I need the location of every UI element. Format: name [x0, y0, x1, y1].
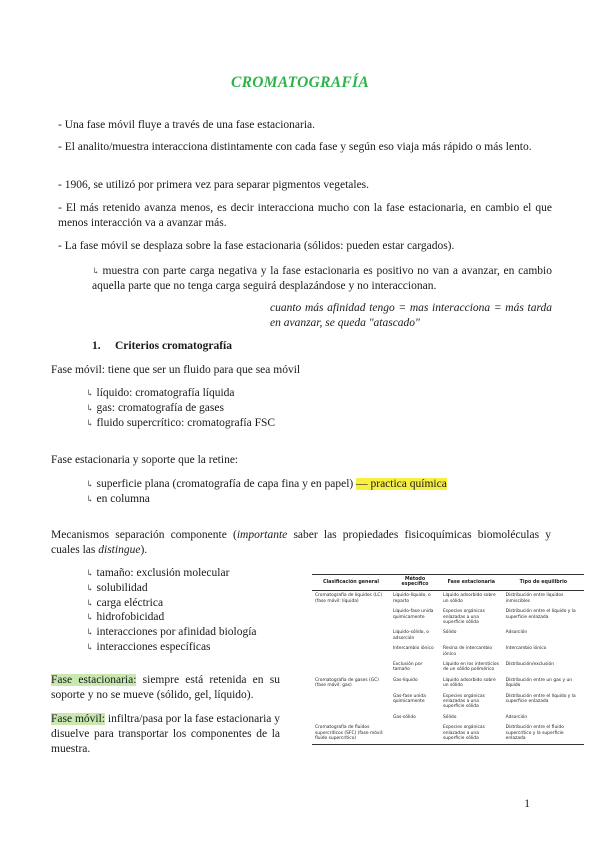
table-cell: Gas-sólido — [392, 714, 416, 720]
note: cuanto más afinidad tengo = mas interacciona = más tarda en avanzar, se queda "atascado" — [270, 302, 552, 329]
bullet-3: - 1906, se utilizó por primera vez para separar pigmentos vegetales. — [58, 179, 370, 191]
table-row — [312, 675, 584, 691]
table-cell: Sólido — [443, 630, 457, 636]
table-cell: Distribución entre un gas y un líquido — [505, 677, 573, 689]
table-cell: Líquido-sólido, o adsorción — [392, 630, 429, 641]
list-item: ↳ hidrofobicidad — [86, 611, 165, 624]
table-cell: Especies orgánicas enlazadas a una superficie sólida — [443, 693, 485, 710]
table-cell: Gas-líquido — [392, 677, 418, 683]
mobile-phase-intro: Fase móvil: tiene que ser un fluido para que sea móvil — [51, 364, 301, 376]
table-cell: Distribución entre el líquido y la superficie enlazada — [505, 609, 576, 620]
list-item: ↳ interacciones por afinidad biología — [86, 626, 257, 639]
list-item: ↳ gas: cromatografía de gases — [86, 401, 224, 414]
table-cell: Líquido adsorbido sobre un sólido — [443, 593, 496, 604]
table-cell: Líquido-fase unida químicamente — [392, 609, 434, 620]
arrow-icon: ↳ — [86, 612, 94, 623]
mobile-label: Fase móvil: — [51, 713, 105, 725]
table-row — [312, 659, 584, 675]
sub-bullet-text: muestra con parte carga negativa y la fase estacionaria es positivo no van a avanzar, en cambio aquella parte que no tenga carga seguirá desplazándose y no interaccionan. — [92, 265, 552, 292]
table-cell: Exclusión por tamaño — [392, 661, 423, 673]
section-title: Criterios cromatografía — [115, 340, 232, 352]
arrow-icon: ↳ — [92, 266, 100, 276]
table-cell — [312, 628, 390, 644]
table-cell — [312, 644, 390, 660]
table-cell: Gas-fase unida químicamente — [392, 693, 426, 704]
arrow-icon: ↳ — [86, 479, 94, 489]
list-item: ↳ fluido supercrítico: cromatografía FSC — [86, 416, 276, 429]
list-item: ↳ carga eléctrica — [86, 596, 164, 609]
section-heading — [92, 340, 232, 352]
table-cell: Resina de intercambio iónico — [443, 646, 493, 657]
table-cell: Líquido en los intersticios de un sólido polimérico — [443, 661, 499, 673]
table-row — [312, 644, 584, 660]
stationary-phase-list — [86, 477, 447, 507]
bullet-2 — [58, 140, 552, 155]
table-cell: Líquido adsorbido sobre un sólido — [443, 677, 496, 689]
table-cell: Distribución/exclusión — [505, 661, 554, 667]
stationary-label: Fase estacionaria: — [51, 674, 137, 686]
table-header: Clasificación general Método específico Fase estacionaria Tipo de equilibrio — [312, 575, 584, 591]
mobile-definition: Fase móvil: infiltra/pasa por la fase estacionaria y disuelve para transportar los componentes de la muestra. — [51, 713, 280, 755]
arrow-icon: ↳ — [86, 597, 94, 608]
table-cell — [390, 723, 440, 745]
table-cell — [312, 659, 390, 675]
bullet-5: - La fase móvil se desplaza sobre la fase estacionaria (sólidos: pueden estar cargados). — [58, 240, 455, 252]
arrow-icon: ↳ — [86, 641, 94, 652]
arrow-icon: ↳ — [86, 402, 94, 413]
arrow-icon: ↳ — [86, 493, 94, 504]
table-cell — [312, 712, 390, 722]
bullet-1: - Una fase móvil fluye a través de una fase estacionaria. — [58, 119, 316, 131]
table-row — [312, 607, 584, 628]
arrow-icon: ↳ — [86, 627, 94, 638]
table-cell: Intercambio iónico — [392, 646, 434, 652]
table-cell: Distribución entre el fluido supercrítico y la superficie enlazada — [503, 723, 584, 745]
table-row — [312, 691, 584, 712]
table-cell — [312, 607, 390, 628]
list-item: ↳ en columna — [86, 492, 150, 505]
table-cell: Adsorción — [505, 714, 528, 720]
table-row — [312, 712, 584, 722]
chromatography-table — [312, 574, 584, 745]
table-cell — [312, 691, 390, 712]
table-cell: Distribución entre el líquido y la superficie enlazada — [505, 693, 576, 704]
table-cell: Distribución entre líquidos inmiscibles — [505, 593, 564, 604]
page-number: 1 — [524, 798, 530, 810]
page-title: CROMATOGRAFÍA — [231, 74, 369, 91]
table-row — [312, 723, 584, 745]
mechanisms-list — [86, 566, 257, 655]
arrow-icon: ↳ — [86, 388, 94, 398]
table-cell: Especies orgánicas enlazadas a una superficie sólida — [443, 609, 485, 625]
list-item: ↳ superficie plana (cromatografía de capa fina y en papel) — practica química — [86, 478, 447, 490]
list-item: ↳ interacciones específicas — [86, 640, 211, 653]
list-item: ↳ tamaño: exclusión molecular — [86, 567, 230, 579]
table-cell: Especies orgánicas enlazadas a una superficie sólida — [440, 723, 503, 745]
arrow-icon: ↳ — [86, 582, 94, 593]
table-cell: Líquido-líquido, o reparto — [392, 593, 431, 604]
mobile-phase-list — [86, 386, 275, 430]
table-cell: Sólido — [443, 714, 457, 720]
table-cell: Adsorción — [505, 630, 528, 636]
arrow-icon: ↳ — [86, 417, 94, 428]
bullet-4: - El más retenido avanza menos, es decir interacciona mucho con la fase estacionaria, en cambio el que menos interacción va a avanzar más. — [58, 202, 552, 229]
table-row — [312, 590, 584, 606]
mechanisms-intro: Mecanismos separación componente (importante saber las propiedades fisicoquímicas biomoléculas y cuales las distingue). — [51, 529, 551, 556]
list-item: ↳ solubilidad — [86, 581, 148, 594]
highlight-practica: — practica química — [356, 478, 447, 490]
table-cell: Cromatografía de gases (GC) (fase móvil: gas) — [315, 677, 379, 689]
table-row — [312, 628, 584, 644]
bullet-2-text: - El analito/muestra interacciona distintamente con cada fase y según eso viaja más rápido o más lento. — [58, 141, 532, 153]
list-item: ↳ líquido: cromatografía líquida — [86, 387, 235, 399]
table-cell: Cromatografía de líquidos (LC) (fase móvil: líquida) — [315, 593, 383, 604]
table-cell: Cromatografía de fluidos supercríticos (SFC) (fase móvil: fluido supercrítico) — [312, 723, 390, 745]
section-number: 1. — [92, 340, 101, 352]
stationary-phase-intro: Fase estacionaria y soporte que la retine: — [51, 454, 239, 466]
arrow-icon: ↳ — [86, 568, 94, 578]
table-cell: Intercambio iónico — [505, 646, 547, 652]
sub-bullet — [92, 264, 552, 294]
stationary-definition: Fase estacionaria: siempre está retenida en su soporte y no se mueve (sólido, gel, líquido). — [51, 674, 280, 701]
